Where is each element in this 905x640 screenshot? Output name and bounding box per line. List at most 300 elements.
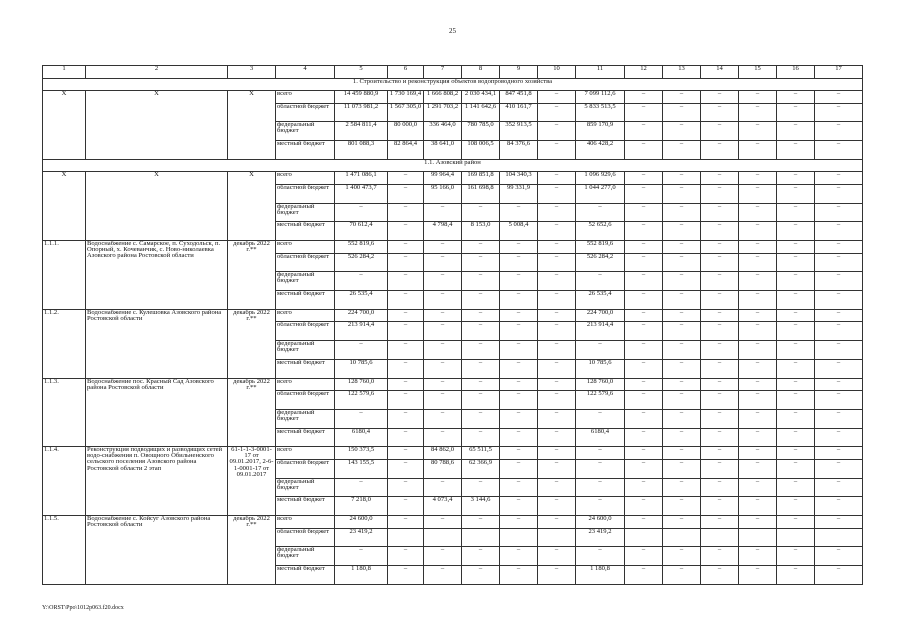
- amount-cell: –: [701, 379, 739, 392]
- amount-cell: –: [388, 291, 424, 310]
- amount-cell: –: [625, 185, 663, 204]
- amount-cell: –: [625, 379, 663, 392]
- budget-table: [42, 65, 863, 585]
- amount-cell: 1 096 929,6: [576, 172, 625, 185]
- amount-cell: –: [538, 254, 576, 273]
- amount-cell: –: [777, 460, 815, 479]
- funding-source: местный бюджет: [276, 429, 335, 448]
- amount-cell: 23 419,2: [576, 529, 625, 548]
- amount-cell: [815, 529, 863, 548]
- amount-cell: 24 600,0: [335, 516, 388, 529]
- amount-cell: –: [815, 410, 863, 429]
- amount-cell: –: [538, 222, 576, 241]
- amount-cell: –: [388, 172, 424, 185]
- amount-cell: –: [462, 429, 500, 448]
- amount-cell: –: [388, 460, 424, 479]
- amount-cell: –: [424, 291, 462, 310]
- amount-cell: –: [388, 254, 424, 273]
- amount-cell: –: [625, 516, 663, 529]
- amount-cell: –: [500, 241, 538, 254]
- amount-cell: –: [576, 341, 625, 360]
- amount-cell: 10 785,6: [576, 360, 625, 379]
- amount-cell: –: [424, 322, 462, 341]
- column-header: 9: [500, 66, 538, 79]
- funding-source: областной бюджет: [276, 322, 335, 341]
- amount-cell: –: [739, 516, 777, 529]
- amount-cell: –: [424, 479, 462, 498]
- amount-cell: –: [462, 379, 500, 392]
- amount-cell: –: [500, 272, 538, 291]
- amount-cell: –: [500, 391, 538, 410]
- amount-cell: –: [538, 429, 576, 448]
- amount-cell: –: [663, 291, 701, 310]
- object-name: Водоснабжение с. Койсуг Азовского района Ростовской области: [86, 516, 228, 585]
- amount-cell: 99 964,4: [424, 172, 462, 185]
- page-number: 25: [449, 27, 456, 35]
- funding-source: областной бюджет: [276, 254, 335, 273]
- deadline: 61-1-1-3-0001-17 от 09.01.2017, 2-6-1-0001-17 от 09.01.2017: [228, 447, 276, 516]
- amount-cell: –: [815, 222, 863, 241]
- amount-cell: 62 366,9: [462, 460, 500, 479]
- amount-cell: –: [538, 141, 576, 160]
- amount-cell: 128 760,0: [335, 379, 388, 392]
- amount-cell: –: [500, 429, 538, 448]
- object-name: Водоснабжение с. Самарское, п. Суходольск, п. Опорный, х. Кочеванчик, с. Ново-николаевка Азовского района Ростовской области: [86, 241, 228, 310]
- amount-cell: –: [538, 241, 576, 254]
- amount-cell: –: [625, 122, 663, 141]
- amount-cell: –: [625, 272, 663, 291]
- amount-cell: –: [701, 322, 739, 341]
- amount-cell: 84 862,0: [424, 447, 462, 460]
- amount-cell: –: [576, 410, 625, 429]
- deadline: Х: [228, 91, 276, 160]
- amount-cell: –: [739, 104, 777, 123]
- amount-cell: 70 612,4: [335, 222, 388, 241]
- amount-cell: –: [500, 310, 538, 323]
- amount-cell: 10 785,6: [335, 360, 388, 379]
- funding-source: областной бюджет: [276, 460, 335, 479]
- amount-cell: –: [815, 204, 863, 223]
- amount-cell: –: [701, 310, 739, 323]
- amount-cell: 80 000,0: [388, 122, 424, 141]
- amount-cell: –: [663, 122, 701, 141]
- amount-cell: 14 459 880,9: [335, 91, 388, 104]
- amount-cell: –: [538, 185, 576, 204]
- amount-cell: –: [538, 291, 576, 310]
- amount-cell: 169 851,8: [462, 172, 500, 185]
- amount-cell: –: [576, 447, 625, 460]
- amount-cell: –: [462, 322, 500, 341]
- funding-source: федеральный бюджет: [276, 479, 335, 498]
- amount-cell: –: [388, 566, 424, 585]
- amount-cell: [538, 529, 576, 548]
- amount-cell: 99 331,9: [500, 185, 538, 204]
- column-header: 4: [276, 66, 335, 79]
- amount-cell: –: [625, 91, 663, 104]
- column-header: 16: [777, 66, 815, 79]
- amount-cell: –: [576, 479, 625, 498]
- amount-cell: –: [777, 241, 815, 254]
- footer-file-path: Y:\ORST\Ppo\1012p063.f20.docx: [42, 605, 124, 611]
- amount-cell: –: [576, 272, 625, 291]
- amount-cell: 847 451,8: [500, 91, 538, 104]
- amount-cell: –: [663, 360, 701, 379]
- amount-cell: –: [424, 204, 462, 223]
- amount-cell: –: [739, 429, 777, 448]
- amount-cell: –: [388, 341, 424, 360]
- amount-cell: –: [625, 410, 663, 429]
- amount-cell: –: [815, 172, 863, 185]
- column-header: 14: [701, 66, 739, 79]
- amount-cell: –: [777, 185, 815, 204]
- row-code: 1.1.4.: [43, 447, 86, 516]
- amount-cell: –: [388, 447, 424, 460]
- deadline: декабрь 2022 г.**: [228, 379, 276, 448]
- amount-cell: –: [739, 460, 777, 479]
- amount-cell: 801 088,3: [335, 141, 388, 160]
- amount-cell: –: [815, 379, 863, 392]
- funding-source: всего: [276, 91, 335, 104]
- amount-cell: –: [701, 141, 739, 160]
- amount-cell: –: [777, 204, 815, 223]
- amount-cell: 143 155,5: [335, 460, 388, 479]
- amount-cell: 1 666 808,2: [424, 91, 462, 104]
- column-header: 10: [538, 66, 576, 79]
- amount-cell: 224 700,0: [576, 310, 625, 323]
- amount-cell: 5 008,4: [500, 222, 538, 241]
- funding-source: местный бюджет: [276, 222, 335, 241]
- amount-cell: –: [815, 322, 863, 341]
- amount-cell: –: [739, 391, 777, 410]
- amount-cell: –: [777, 341, 815, 360]
- amount-cell: –: [625, 172, 663, 185]
- amount-cell: –: [388, 185, 424, 204]
- amount-cell: –: [815, 91, 863, 104]
- amount-cell: –: [335, 479, 388, 498]
- amount-cell: –: [701, 222, 739, 241]
- amount-cell: 11 073 981,2: [335, 104, 388, 123]
- amount-cell: –: [663, 322, 701, 341]
- amount-cell: –: [538, 122, 576, 141]
- funding-source: федеральный бюджет: [276, 341, 335, 360]
- column-header: 8: [462, 66, 500, 79]
- amount-cell: –: [663, 391, 701, 410]
- amount-cell: –: [663, 479, 701, 498]
- object-name: Водоснабжение с. Кулешовка Азовского района Ростовской области: [86, 310, 228, 379]
- amount-cell: –: [815, 122, 863, 141]
- amount-cell: [625, 529, 663, 548]
- amount-cell: –: [500, 516, 538, 529]
- amount-cell: –: [777, 447, 815, 460]
- amount-cell: [663, 529, 701, 548]
- amount-cell: –: [815, 341, 863, 360]
- object-name: Х: [86, 91, 228, 160]
- amount-cell: –: [538, 341, 576, 360]
- amount-cell: 526 284,2: [576, 254, 625, 273]
- column-header: 2: [86, 66, 228, 79]
- funding-source: местный бюджет: [276, 291, 335, 310]
- amount-cell: –: [815, 360, 863, 379]
- amount-cell: [462, 529, 500, 548]
- amount-cell: –: [663, 341, 701, 360]
- amount-cell: 352 913,5: [500, 122, 538, 141]
- section-title: 1. Строительство и реконструкция объектов водопроводного хозяйства: [43, 79, 863, 92]
- funding-source: местный бюджет: [276, 360, 335, 379]
- amount-cell: –: [538, 204, 576, 223]
- amount-cell: –: [424, 516, 462, 529]
- amount-cell: [424, 529, 462, 548]
- amount-cell: –: [777, 322, 815, 341]
- amount-cell: –: [701, 272, 739, 291]
- amount-cell: –: [625, 104, 663, 123]
- funding-source: местный бюджет: [276, 566, 335, 585]
- amount-cell: –: [500, 322, 538, 341]
- amount-cell: –: [462, 547, 500, 566]
- amount-cell: –: [663, 447, 701, 460]
- amount-cell: –: [701, 566, 739, 585]
- funding-source: областной бюджет: [276, 529, 335, 548]
- amount-cell: –: [701, 104, 739, 123]
- funding-source: федеральный бюджет: [276, 122, 335, 141]
- amount-cell: –: [777, 291, 815, 310]
- amount-cell: 104 340,3: [500, 172, 538, 185]
- amount-cell: 26 535,4: [335, 291, 388, 310]
- amount-cell: 859 170,9: [576, 122, 625, 141]
- amount-cell: 8 153,0: [462, 222, 500, 241]
- amount-cell: –: [625, 291, 663, 310]
- amount-cell: 5 833 513,5: [576, 104, 625, 123]
- deadline: Х: [228, 172, 276, 241]
- amount-cell: –: [424, 254, 462, 273]
- funding-source: всего: [276, 379, 335, 392]
- amount-cell: –: [739, 566, 777, 585]
- amount-cell: –: [625, 547, 663, 566]
- amount-cell: 26 535,4: [576, 291, 625, 310]
- amount-cell: –: [500, 460, 538, 479]
- amount-cell: –: [701, 204, 739, 223]
- amount-cell: 7 218,0: [335, 497, 388, 516]
- amount-cell: –: [701, 122, 739, 141]
- amount-cell: –: [701, 241, 739, 254]
- amount-cell: 6180,4: [576, 429, 625, 448]
- amount-cell: 95 166,0: [424, 185, 462, 204]
- column-header: 1: [43, 66, 86, 79]
- funding-source: федеральный бюджет: [276, 410, 335, 429]
- amount-cell: –: [815, 185, 863, 204]
- funding-source: всего: [276, 172, 335, 185]
- amount-cell: –: [663, 91, 701, 104]
- amount-cell: –: [777, 410, 815, 429]
- amount-cell: –: [462, 391, 500, 410]
- amount-cell: –: [424, 429, 462, 448]
- amount-cell: –: [500, 291, 538, 310]
- amount-cell: 1 044 277,0: [576, 185, 625, 204]
- amount-cell: 108 006,5: [462, 141, 500, 160]
- column-header: 7: [424, 66, 462, 79]
- funding-source: областной бюджет: [276, 391, 335, 410]
- amount-cell: 82 864,4: [388, 141, 424, 160]
- amount-cell: –: [538, 566, 576, 585]
- amount-cell: –: [576, 460, 625, 479]
- amount-cell: –: [538, 391, 576, 410]
- amount-cell: –: [538, 272, 576, 291]
- funding-source: федеральный бюджет: [276, 272, 335, 291]
- amount-cell: –: [538, 447, 576, 460]
- amount-cell: –: [625, 429, 663, 448]
- amount-cell: –: [815, 497, 863, 516]
- amount-cell: –: [701, 497, 739, 516]
- amount-cell: 336 464,0: [424, 122, 462, 141]
- amount-cell: 4 798,4: [424, 222, 462, 241]
- amount-cell: –: [777, 391, 815, 410]
- amount-cell: –: [777, 429, 815, 448]
- amount-cell: [701, 529, 739, 548]
- amount-cell: –: [701, 172, 739, 185]
- amount-cell: –: [500, 479, 538, 498]
- amount-cell: –: [335, 410, 388, 429]
- funding-source: областной бюджет: [276, 104, 335, 123]
- amount-cell: –: [625, 222, 663, 241]
- amount-cell: –: [538, 322, 576, 341]
- amount-cell: –: [538, 410, 576, 429]
- deadline: декабрь 2022 г.**: [228, 241, 276, 310]
- amount-cell: –: [739, 447, 777, 460]
- amount-cell: 1 180,8: [335, 566, 388, 585]
- amount-cell: –: [739, 254, 777, 273]
- amount-cell: –: [815, 460, 863, 479]
- amount-cell: –: [777, 272, 815, 291]
- amount-cell: 2 584 811,4: [335, 122, 388, 141]
- amount-cell: –: [663, 410, 701, 429]
- amount-cell: 213 914,4: [335, 322, 388, 341]
- amount-cell: 122 579,6: [335, 391, 388, 410]
- amount-cell: 52 652,6: [576, 222, 625, 241]
- amount-cell: –: [335, 272, 388, 291]
- row-code: 1.1.1.: [43, 241, 86, 310]
- amount-cell: –: [388, 379, 424, 392]
- amount-cell: –: [663, 141, 701, 160]
- amount-cell: –: [739, 241, 777, 254]
- column-header: 17: [815, 66, 863, 79]
- funding-source: всего: [276, 241, 335, 254]
- amount-cell: –: [625, 360, 663, 379]
- amount-cell: 6180,4: [335, 429, 388, 448]
- amount-cell: 122 579,6: [576, 391, 625, 410]
- amount-cell: –: [424, 547, 462, 566]
- amount-cell: –: [462, 310, 500, 323]
- amount-cell: –: [701, 391, 739, 410]
- amount-cell: –: [777, 516, 815, 529]
- amount-cell: 84 376,6: [500, 141, 538, 160]
- amount-cell: –: [625, 241, 663, 254]
- column-header: 12: [625, 66, 663, 79]
- amount-cell: –: [701, 254, 739, 273]
- amount-cell: –: [388, 204, 424, 223]
- amount-cell: –: [388, 391, 424, 410]
- amount-cell: –: [777, 91, 815, 104]
- amount-cell: –: [538, 516, 576, 529]
- amount-cell: 150 373,5: [335, 447, 388, 460]
- amount-cell: 2 030 434,1: [462, 91, 500, 104]
- funding-source: всего: [276, 516, 335, 529]
- amount-cell: –: [462, 479, 500, 498]
- amount-cell: –: [462, 204, 500, 223]
- amount-cell: –: [739, 91, 777, 104]
- funding-source: местный бюджет: [276, 497, 335, 516]
- amount-cell: –: [388, 479, 424, 498]
- row-code: 1.1.5.: [43, 516, 86, 585]
- amount-cell: –: [815, 310, 863, 323]
- amount-cell: –: [500, 447, 538, 460]
- amount-cell: –: [739, 360, 777, 379]
- amount-cell: –: [663, 310, 701, 323]
- amount-cell: –: [388, 410, 424, 429]
- amount-cell: –: [388, 547, 424, 566]
- object-name: Х: [86, 172, 228, 241]
- amount-cell: –: [777, 254, 815, 273]
- amount-cell: –: [462, 360, 500, 379]
- amount-cell: –: [424, 379, 462, 392]
- column-header: 13: [663, 66, 701, 79]
- funding-source: федеральный бюджет: [276, 204, 335, 223]
- amount-cell: –: [424, 241, 462, 254]
- amount-cell: –: [500, 360, 538, 379]
- amount-cell: –: [739, 341, 777, 360]
- amount-cell: –: [500, 254, 538, 273]
- amount-cell: –: [815, 104, 863, 123]
- funding-source: федеральный бюджет: [276, 547, 335, 566]
- amount-cell: –: [576, 547, 625, 566]
- amount-cell: –: [701, 547, 739, 566]
- amount-cell: –: [625, 460, 663, 479]
- column-header: 3: [228, 66, 276, 79]
- amount-cell: –: [663, 429, 701, 448]
- column-header: 6: [388, 66, 424, 79]
- amount-cell: –: [500, 204, 538, 223]
- amount-cell: –: [739, 185, 777, 204]
- amount-cell: –: [777, 222, 815, 241]
- amount-cell: –: [388, 241, 424, 254]
- amount-cell: 4 073,4: [424, 497, 462, 516]
- amount-cell: –: [739, 322, 777, 341]
- amount-cell: –: [462, 516, 500, 529]
- amount-cell: –: [777, 379, 815, 392]
- amount-cell: –: [538, 379, 576, 392]
- amount-cell: –: [701, 479, 739, 498]
- amount-cell: –: [462, 241, 500, 254]
- amount-cell: –: [538, 310, 576, 323]
- amount-cell: –: [500, 566, 538, 585]
- amount-cell: 213 914,4: [576, 322, 625, 341]
- amount-cell: –: [739, 547, 777, 566]
- amount-cell: –: [701, 410, 739, 429]
- amount-cell: –: [424, 391, 462, 410]
- amount-cell: –: [739, 291, 777, 310]
- amount-cell: –: [625, 391, 663, 410]
- amount-cell: –: [815, 547, 863, 566]
- amount-cell: –: [739, 141, 777, 160]
- amount-cell: –: [739, 479, 777, 498]
- amount-cell: –: [663, 104, 701, 123]
- amount-cell: –: [777, 566, 815, 585]
- amount-cell: –: [538, 104, 576, 123]
- amount-cell: –: [424, 360, 462, 379]
- amount-cell: –: [625, 322, 663, 341]
- amount-cell: –: [739, 497, 777, 516]
- amount-cell: –: [538, 172, 576, 185]
- amount-cell: –: [388, 222, 424, 241]
- amount-cell: –: [701, 185, 739, 204]
